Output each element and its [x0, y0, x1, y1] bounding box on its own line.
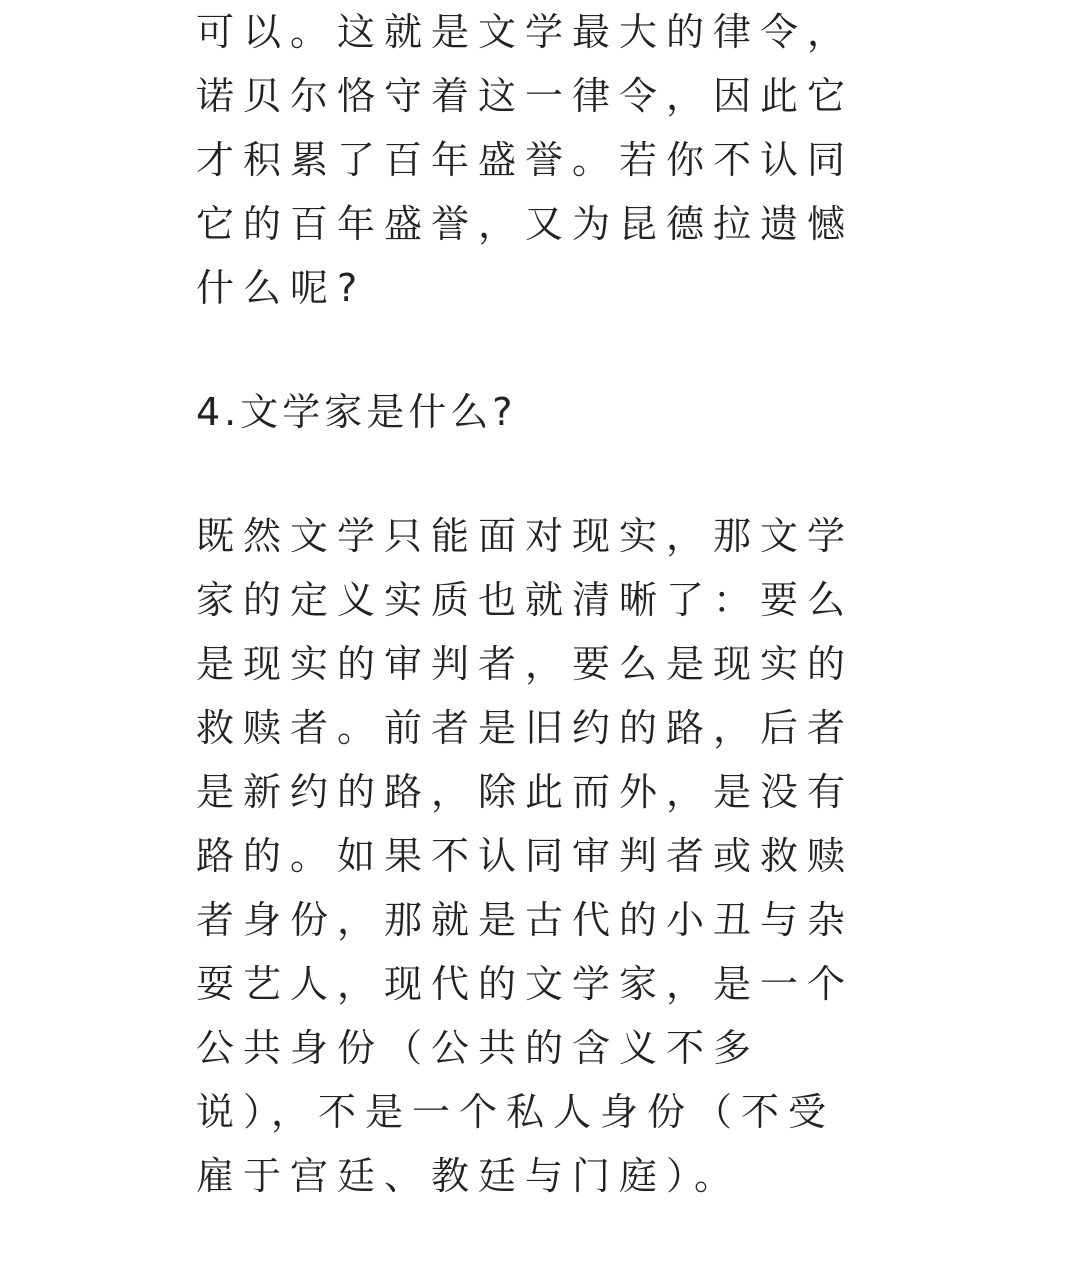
article-body [196, 0, 880, 1208]
text-line: 公共身份（公共的含义不多 [196, 1026, 761, 1070]
text-line: 它的百年盛誉，又为昆德拉遗憾 [196, 202, 855, 246]
text-line: 是新约的路，除此而外，是没有 [196, 770, 855, 814]
text-line: 雇于宫廷、教廷与门庭）。 [196, 1154, 742, 1198]
text-line: 既然文学只能面对现实，那文学 [196, 514, 855, 558]
text-line: 说），不是一个私人身份（不受 [196, 1090, 836, 1134]
text-line: 可以。这就是文学最大的律令， [196, 10, 855, 54]
text-line: 救赎者。前者是旧约的路，后者 [196, 706, 855, 750]
paragraph-gap [196, 444, 880, 504]
paragraph [196, 504, 880, 1208]
paragraph [196, 0, 880, 320]
text-line: 什么呢? [196, 266, 367, 310]
paragraph-gap [196, 320, 880, 380]
text-line: 诺贝尔恪守着这一律令，因此它 [196, 74, 855, 118]
text-line: 是现实的审判者，要么是现实的 [196, 642, 855, 686]
text-line: 耍艺人，现代的文学家，是一个 [196, 962, 855, 1006]
text-line: 路的。如果不认同审判者或救赎 [196, 834, 855, 878]
text-line: 者身份，那就是古代的小丑与杂 [196, 898, 855, 942]
section-heading: 4.文学家是什么? [196, 390, 517, 434]
text-line: 才积累了百年盛誉。若你不认同 [196, 138, 855, 182]
text-line: 家的定义实质也就清晰了：要么 [196, 578, 855, 622]
